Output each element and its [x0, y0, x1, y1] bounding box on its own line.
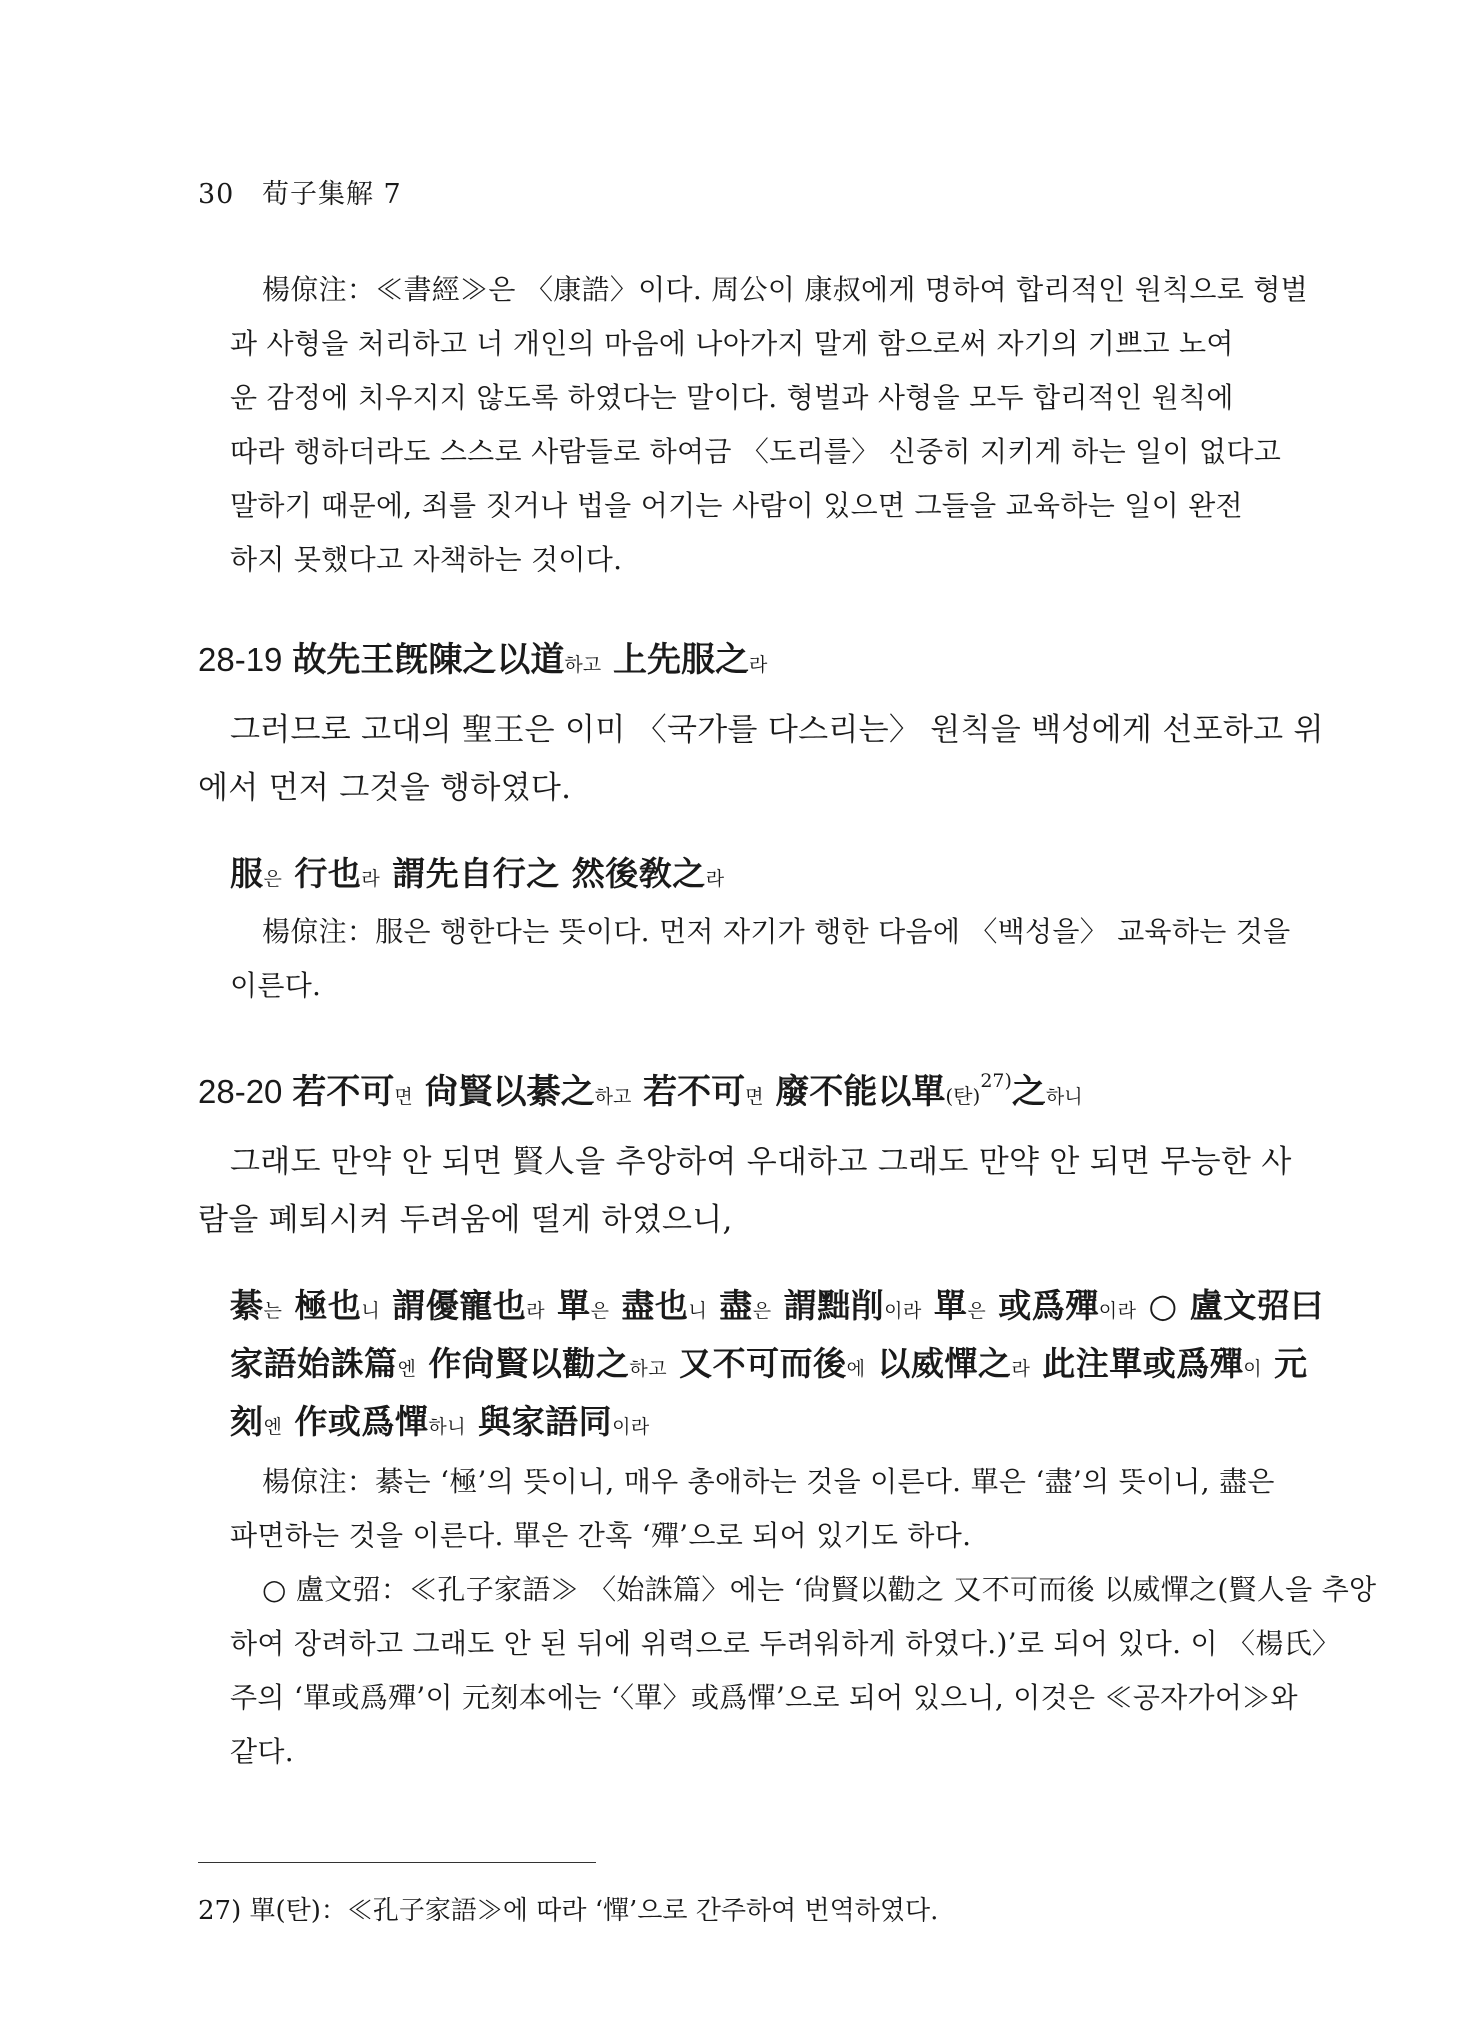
translation-line: 그러므로 고대의 聖王은 이미 〈국가를 다스리는〉 원칙을 백성에게 선포하고 위 [230, 712, 1324, 748]
particle: 엔 [263, 1416, 283, 1438]
original-text: 盡也 [609, 1286, 689, 1325]
original-text: 此注單或爲殫 [1030, 1344, 1244, 1383]
particle: 엔 [397, 1358, 417, 1380]
note-line: 하여 장려하고 그래도 안 된 뒤에 위력으로 두려워하게 하였다.)’로 되어 있다. 이 〈楊氏〉 [230, 1627, 1341, 1660]
particle: 하고 [564, 654, 602, 676]
original-text: 謂優寵也 [380, 1286, 527, 1325]
original-text: 作尙賢以勸之 [416, 1344, 630, 1383]
original-text: 刻 [230, 1402, 264, 1441]
particle: 니 [688, 1300, 708, 1322]
original-text: 謂先自行之 然後敎之 [380, 854, 706, 893]
note-line: 과 사형을 처리하고 너 개인의 마음에 나아가지 말게 함으로써 자기의 기쁘고 노여 [230, 327, 1234, 360]
original-text: 極也 [282, 1286, 362, 1325]
particle: 이라 [1098, 1300, 1137, 1322]
page-number: 30 [198, 179, 235, 210]
particle: 라 [705, 868, 725, 890]
particle: 는 [263, 1300, 283, 1322]
section-number: 28-20 [198, 1073, 283, 1110]
section-number: 28-19 [198, 641, 283, 678]
original-text: 與家語同 [466, 1402, 613, 1441]
page-header [198, 172, 402, 211]
note-line: 따라 행하더라도 스스로 사람들로 하여금 〈도리를〉 신중히 지키게 하는 일이 없다고 [230, 435, 1282, 468]
original-text: 單 [921, 1286, 968, 1325]
particle: 은 [263, 868, 283, 890]
original-text: 或爲殫 [986, 1286, 1099, 1325]
original-text: 作或爲憚 [282, 1402, 429, 1441]
original-text: ○ 盧文弨曰 [1136, 1286, 1324, 1325]
translation-line: 람을 폐퇴시켜 두려움에 떨게 하였으니, [198, 1202, 733, 1238]
particle: 라 [1011, 1358, 1031, 1380]
note-line: 楊倞注：綦는 ‘極’의 뜻이니, 매우 총애하는 것을 이른다. 單은 ‘盡’의 뜻이니, 盡은 [262, 1465, 1275, 1498]
book-title: 荀子集解 7 [261, 179, 402, 210]
translation-line: 그래도 만약 안 되면 賢人을 추앙하여 우대하고 그래도 만약 안 되면 무능한 사 [230, 1144, 1292, 1180]
note-line: 하지 못했다고 자책하는 것이다. [230, 543, 623, 576]
original-text: 若不可 [631, 1072, 746, 1112]
particle: 니 [361, 1300, 381, 1322]
original-text: 家語始誅篇 [230, 1344, 398, 1383]
note-line: 楊倞注：≪書經≫은 〈康誥〉이다. 周公이 康叔에게 명하여 합리적인 원칙으로 형벌 [262, 273, 1309, 306]
footnote-divider [198, 1862, 596, 1863]
note-line: 楊倞注：服은 행한다는 뜻이다. 먼저 자기가 행한 다음에 〈백성을〉 교육하는 것을 [262, 915, 1291, 948]
particle: 에 [846, 1358, 866, 1380]
particle: 하고 [594, 1086, 632, 1108]
particle: 하고 [629, 1358, 668, 1380]
commentary-line [230, 1338, 1308, 1385]
original-text: 廢不能以單 [763, 1072, 946, 1112]
reading-annotation: (탄) [945, 1084, 981, 1108]
particle: 은 [752, 1300, 772, 1322]
commentary-line [230, 848, 725, 895]
particle: 하니 [428, 1416, 467, 1438]
note-line: 말하기 때문에, 죄를 짓거나 법을 어기는 사람이 있으면 그들을 교육하는 일이 완전 [230, 489, 1243, 522]
particle: 은 [967, 1300, 987, 1322]
original-text: 盡 [707, 1286, 753, 1325]
particle: 하니 [1045, 1086, 1083, 1108]
footnote-ref[interactable]: 27) [980, 1069, 1012, 1092]
particle: 라 [526, 1300, 546, 1322]
original-text: 之 [1011, 1072, 1046, 1112]
original-text: 又不可而後 [667, 1344, 847, 1383]
translation-line: 에서 먼저 그것을 행하였다. [198, 770, 572, 806]
particle: 라 [748, 654, 768, 676]
original-text: 行也 [282, 854, 362, 893]
note-line: 파면하는 것을 이른다. 單은 간혹 ‘殫’으로 되어 있기도 하다. [230, 1519, 972, 1552]
original-text: 上先服之 [601, 640, 749, 680]
particle: 면 [394, 1086, 413, 1108]
commentary-line [230, 1396, 650, 1443]
note-line: 같다. [230, 1735, 294, 1768]
particle: 라 [361, 868, 381, 890]
original-text: 若不可 [292, 1072, 395, 1112]
particle: 면 [745, 1086, 764, 1108]
footnote: 27) 單(탄)：≪孔子家語≫에 따라 ‘憚’으로 간주하여 번역하였다. [198, 1896, 939, 1926]
section-heading-28-20 [198, 1064, 1083, 1113]
note-line: 운 감정에 치우지지 않도록 하였다는 말이다. 형벌과 사형을 모두 합리적인 원칙에 [230, 381, 1234, 414]
note-line: 이른다. [230, 969, 322, 1002]
section-heading-28-19 [198, 632, 767, 681]
original-text: 單 [545, 1286, 591, 1325]
original-text: 綦 [230, 1286, 264, 1325]
original-text: 元 [1262, 1344, 1308, 1383]
original-text: 以威憚之 [865, 1344, 1012, 1383]
original-text: 尙賢以綦之 [412, 1072, 595, 1112]
particle: 이 [1243, 1358, 1263, 1380]
original-text: 服 [230, 854, 264, 893]
particle: 이라 [884, 1300, 922, 1322]
particle: 은 [590, 1300, 610, 1322]
note-line: 주의 ‘單或爲殫’이 元刻本에는 ‘〈單〉或爲憚’으로 되어 있으니, 이것은 ≪공자가어≫와 [230, 1681, 1298, 1714]
note-line: ○ 盧文弨：≪孔子家語≫ 〈始誅篇〉에는 ‘尙賢以勸之 又不可而後 以威憚之(賢人을 추앙 [262, 1573, 1377, 1606]
commentary-line [230, 1280, 1324, 1327]
original-text: 故先王旣陳之以道 [292, 640, 565, 680]
original-text: 謂黜削 [771, 1286, 885, 1325]
particle: 이라 [612, 1416, 650, 1438]
